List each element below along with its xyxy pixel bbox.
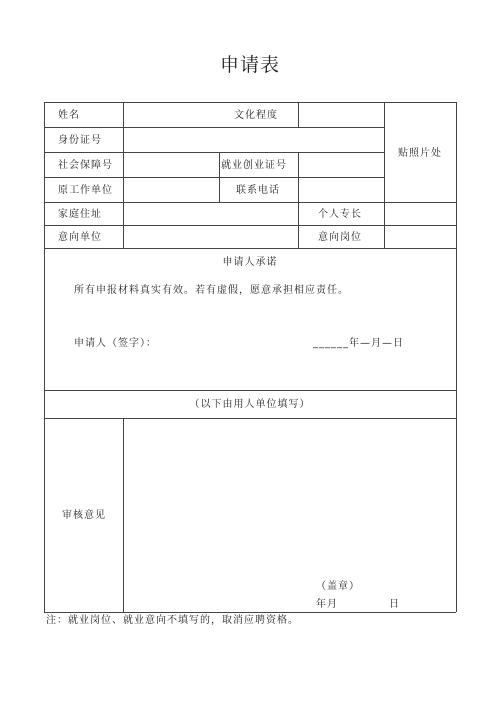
label-employment-cert: 就业创业证号 [221, 160, 287, 171]
label-social-security: 社会保障号 [58, 160, 113, 171]
label-intended-employer: 意向单位 [58, 232, 102, 243]
phone-field[interactable] [300, 179, 382, 200]
label-education: 文化程度 [234, 110, 278, 121]
label-review-opinion: 审核意见 [62, 510, 106, 521]
signature-label: 申请人（签字）： [74, 338, 157, 349]
specialty-field[interactable] [386, 204, 454, 223]
review-opinion-field[interactable] [126, 421, 452, 571]
commitment-heading: 申请人承诺 [222, 257, 278, 268]
label-name: 姓名 [58, 110, 80, 121]
id-number-field[interactable] [125, 129, 382, 150]
commitment-statement: 所有申报材料真实有效。若有虚假，愿意承担相应责任。 [74, 285, 349, 296]
label-former-employer: 原工作单位 [58, 185, 113, 196]
label-intended-position: 意向岗位 [318, 232, 362, 243]
label-home-address: 家庭住址 [58, 209, 102, 220]
employer-section-heading: （以下由用人单位填写） [189, 399, 311, 410]
review-date-year-month: 年月 [316, 599, 338, 610]
label-specialty: 个人专长 [318, 209, 362, 220]
seal-label: （盖章） [316, 581, 360, 592]
former-employer-field[interactable] [125, 179, 217, 200]
review-date-day: 日 [389, 599, 400, 610]
education-field[interactable] [300, 104, 382, 125]
intended-employer-field[interactable] [125, 227, 296, 246]
intended-position-field[interactable] [386, 227, 454, 246]
name-field[interactable] [125, 104, 225, 125]
label-id-number: 身份证号 [58, 135, 102, 146]
signature-date: ______年—月—日 [313, 338, 404, 349]
social-security-field[interactable] [125, 154, 217, 175]
page-title: 申请表 [219, 54, 280, 76]
employment-cert-field[interactable] [300, 154, 382, 175]
footnote: 注：就业岗位、就业意向不填写的，取消应聘资格。 [46, 615, 299, 626]
photo-placeholder: 贴照片处 [398, 148, 442, 159]
label-phone: 联系电话 [236, 185, 280, 196]
home-address-field[interactable] [125, 204, 296, 223]
